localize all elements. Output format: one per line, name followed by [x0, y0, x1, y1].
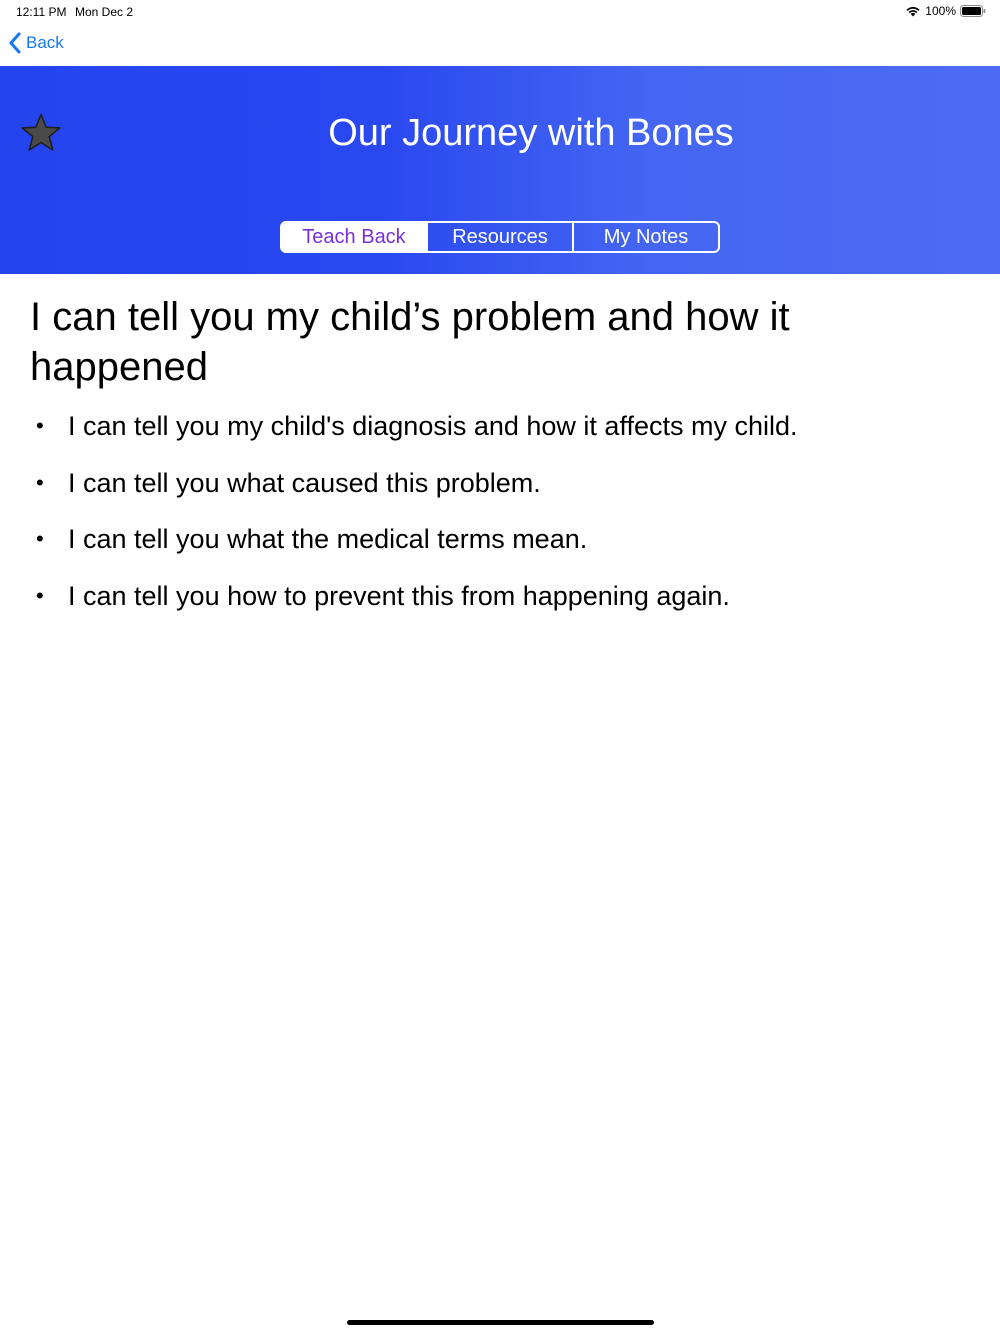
list-item [30, 398, 930, 455]
header-banner [0, 66, 1000, 274]
page-title: Our Journey with Bones [328, 112, 734, 154]
bullet-icon: • [36, 526, 44, 551]
battery-percent: 100% [925, 4, 956, 18]
status-time: 12:11 PM [16, 5, 67, 19]
status-date: Mon Dec 2 [75, 5, 134, 19]
back-label: Back [26, 33, 64, 52]
content-area [30, 292, 930, 624]
status-bar [0, 0, 1000, 24]
list-item-text: I can tell you what the medical terms mean. [68, 524, 588, 554]
bullet-icon: • [36, 582, 44, 608]
chevron-left-icon [8, 32, 22, 54]
list-item [30, 568, 930, 625]
tab-segmented-control [280, 221, 720, 253]
tab-teach-back[interactable]: Teach Back [282, 223, 426, 251]
list-item-text: I can tell you what caused this problem. [68, 467, 541, 498]
list-item [30, 511, 930, 568]
back-button[interactable] [8, 32, 64, 54]
battery-icon [960, 5, 986, 17]
list-item-text: I can tell you how to prevent this from happening again. [68, 580, 730, 611]
content-heading: I can tell you my child’s problem and how it happened [30, 295, 790, 389]
tab-resources[interactable]: Resources [426, 223, 572, 251]
bullet-list [30, 398, 930, 624]
home-indicator [347, 1320, 654, 1325]
list-item [30, 455, 930, 512]
status-indicators [905, 4, 986, 18]
tab-my-notes[interactable]: My Notes [572, 223, 718, 251]
bullet-icon: • [36, 413, 44, 438]
wifi-icon [905, 5, 921, 17]
bullet-icon: • [36, 469, 44, 495]
navigation-bar [0, 28, 1000, 66]
list-item-text: I can tell you my child's diagnosis and how it affects my child. [68, 411, 798, 441]
